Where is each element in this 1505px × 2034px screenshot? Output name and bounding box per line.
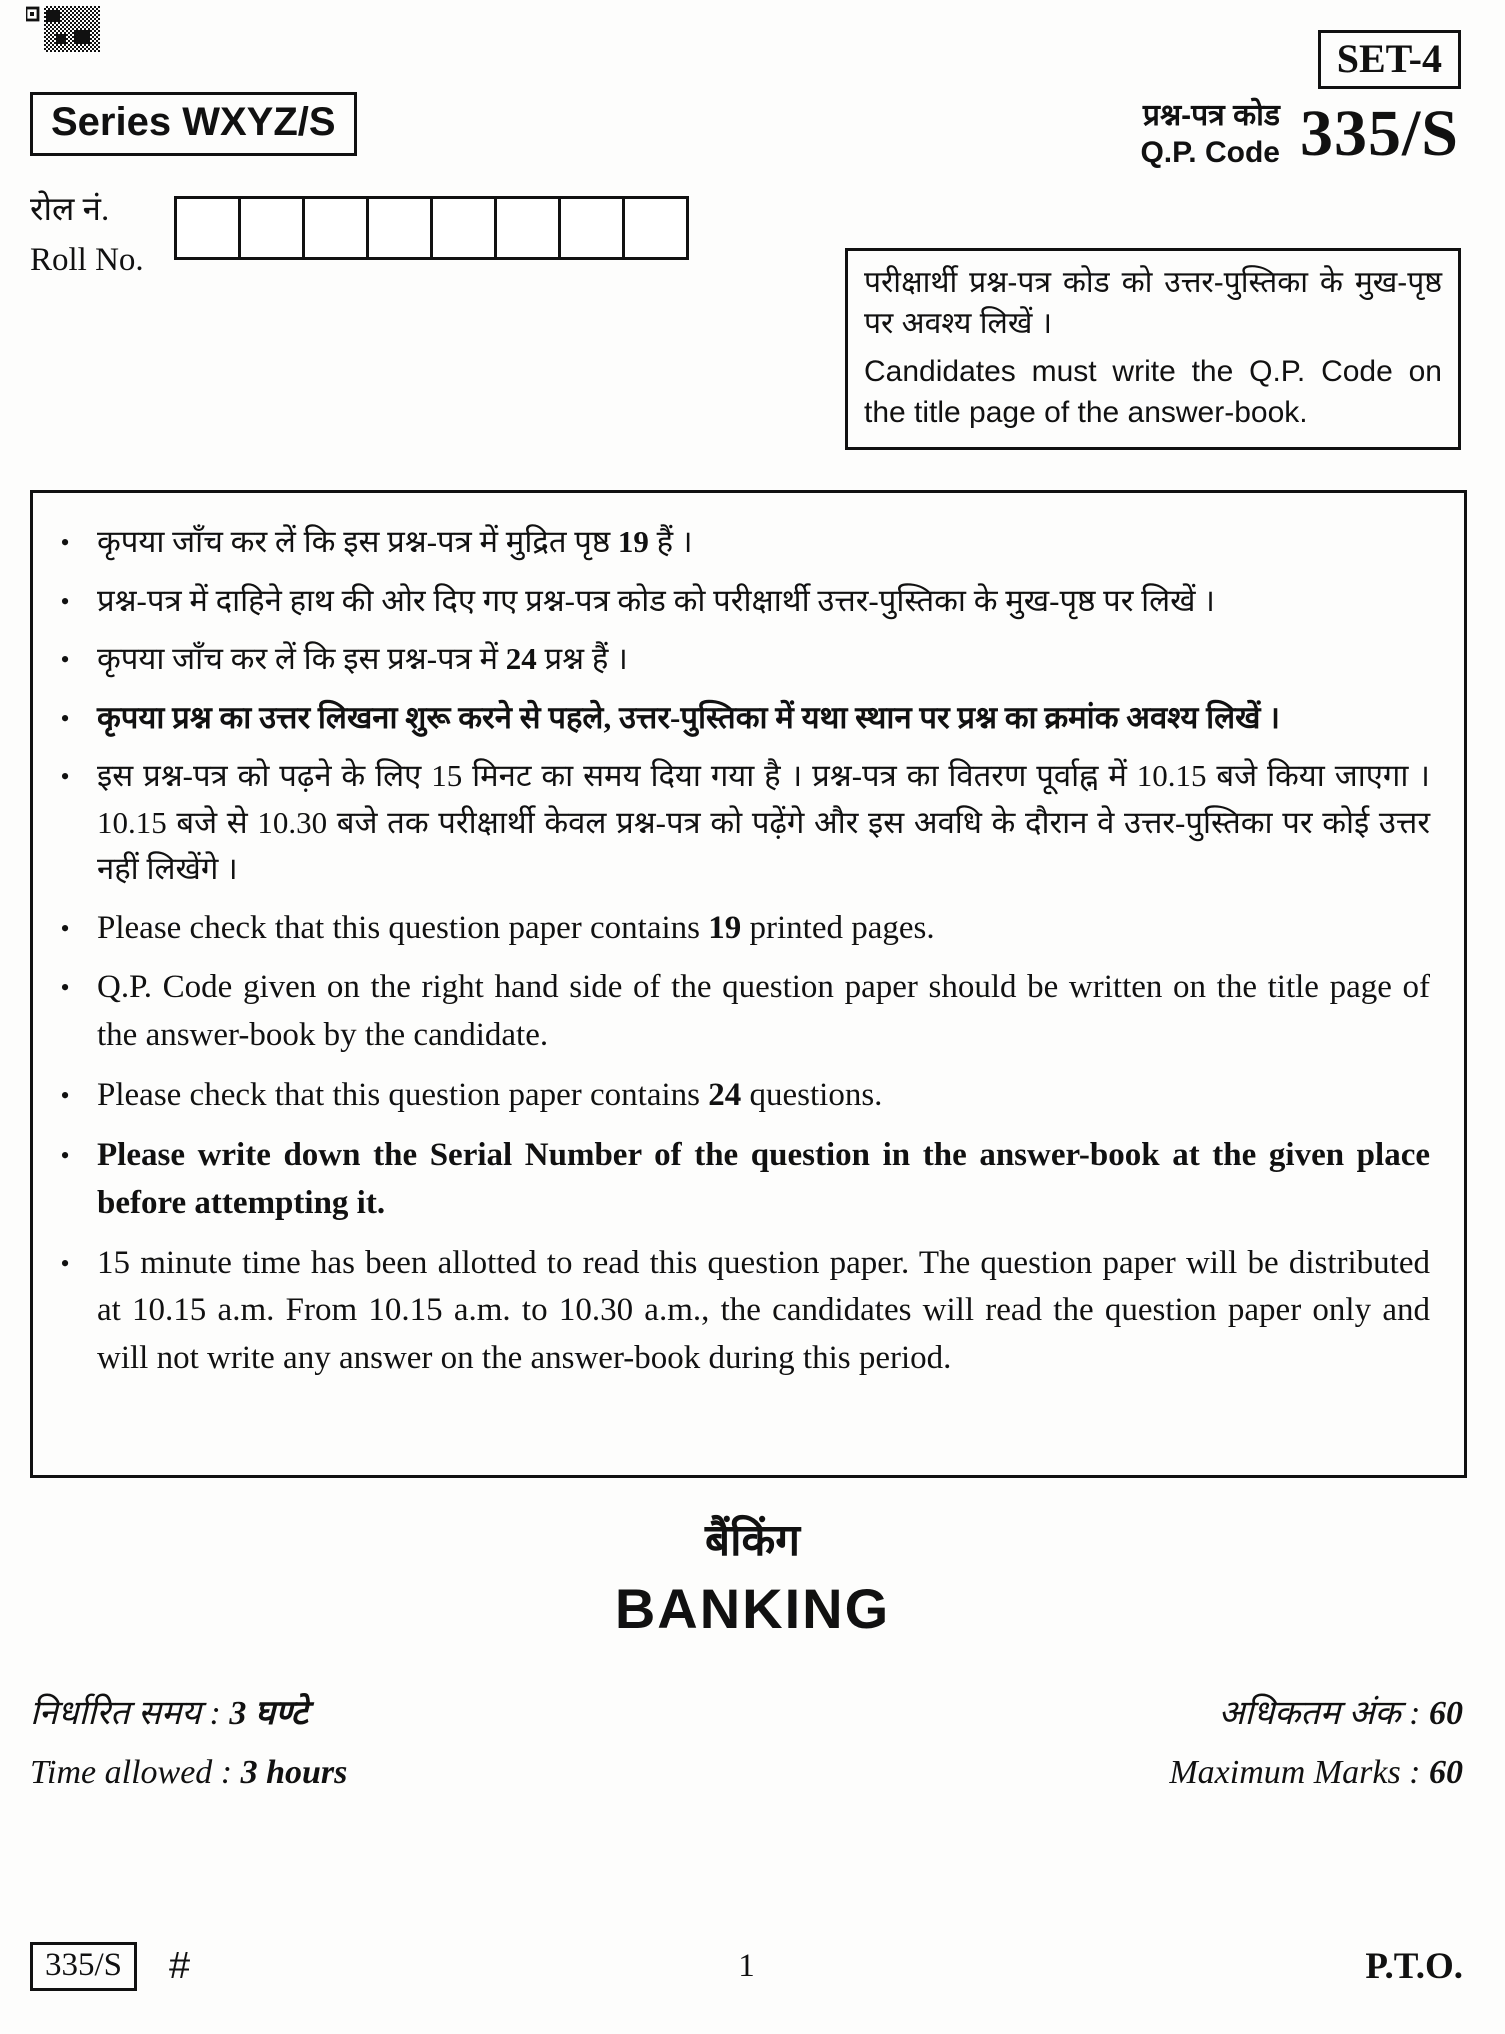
roll-number-cell [494, 196, 561, 260]
instruction-bullet [33, 636, 1430, 683]
qr-code-icon [26, 6, 100, 57]
instruction-bullet [33, 519, 1430, 566]
instruction-bullet-text: Q.P. Code given on the right hand side of the question paper should be written on the title page of the answer-book by the candidate. [97, 969, 1430, 1054]
instruction-bullet [33, 695, 1430, 742]
bullet-dot-icon: • [60, 762, 70, 791]
subject-title-hindi: बैंकिंग [704, 1516, 801, 1565]
bullet-dot-icon: • [60, 913, 70, 943]
instructions-list [33, 519, 1430, 1383]
qp-code-label-english: Q.P. Code [1140, 136, 1280, 169]
qp-code-value: 335/S [1299, 97, 1459, 170]
footer-hash-mark: # [169, 1945, 191, 1987]
roll-number-cell [302, 196, 369, 260]
page-number: 1 [738, 1948, 755, 1984]
instruction-bullet-text: Please check that this question paper contains 24 questions. [97, 1077, 883, 1114]
instruction-bullet-text: कृपया प्रश्न का उत्तर लिखना शुरू करने से पहले, उत्तर-पुस्तिका में यथा स्थान पर प्रश्न का क्रमांक अवश्य लिखें । [97, 699, 1280, 735]
instruction-bullet [33, 578, 1430, 625]
instruction-bullet-text: कृपया जाँच कर लें कि इस प्रश्न-पत्र में 24 प्रश्न हैं । [97, 641, 628, 676]
roll-number-cell [174, 196, 241, 260]
roll-number-cell [622, 196, 689, 260]
maximum-marks-hindi-value: 60 [1429, 1695, 1463, 1732]
bullet-dot-icon: • [60, 703, 70, 733]
instruction-bullet-text: इस प्रश्न-पत्र को पढ़ने के लिए 15 मिनट का समय दिया गया है । प्रश्न-पत्र का वितरण पूर्वाह्न में 10.15 बजे किया जाएगा । 10.15 बजे से 10.30 बजे तक परीक्षार्थी केवल प्रश्न-पत्र को पढ़ेंगे और इस अवधि के दौरान वे उत्तर-पुस्तिका पर कोई उत्तर नहीं लिखेंगे । [97, 758, 1430, 886]
instruction-bullet [33, 1240, 1430, 1384]
footer-pto-label: P.T.O. [1365, 1946, 1463, 1987]
time-allowed-hindi [30, 1688, 308, 1734]
bullet-dot-icon: • [60, 1140, 70, 1170]
instruction-bullet [33, 1072, 1430, 1120]
maximum-marks-english-value: 60 [1429, 1754, 1463, 1791]
roll-number-boxes [174, 196, 689, 260]
instruction-bullet-text: Please check that this question paper contains 19 printed pages. [97, 909, 935, 946]
roll-number-cell [430, 196, 497, 260]
time-allowed-english-value: 3 hours [240, 1754, 348, 1791]
instruction-bullet-text: 15 minute time has been allotted to read this question paper. The question paper will be distributed at 10.15 a.m. From 10.15 a.m. to 10.30 a.m., the candidates will read the question paper only and will not write any answer on the answer-book during this period. [97, 1244, 1430, 1377]
maximum-marks-hindi [1219, 1688, 1463, 1734]
roll-number-cell [238, 196, 305, 260]
instruction-bullet [33, 964, 1430, 1060]
bullet-dot-icon: • [60, 528, 70, 557]
time-allowed-hindi-label: निर्धारित समय : [30, 1695, 230, 1732]
footer-paper-code: 335/S [30, 1942, 137, 1991]
candidate-note-hindi: परीक्षार्थी प्रश्न-पत्र कोड को उत्तर-पुस्तिका के मुख-पृष्ठ पर अवश्य लिखें । [864, 266, 1442, 340]
maximum-marks-english-label: Maximum Marks : [1169, 1754, 1429, 1791]
instruction-bullet [33, 1132, 1430, 1228]
candidate-note-box [845, 248, 1461, 450]
instruction-bullet [33, 905, 1430, 953]
roll-number-label-english: Roll No. [30, 241, 144, 278]
set-badge [1318, 30, 1461, 89]
bullet-dot-icon: • [60, 1248, 70, 1278]
instruction-bullet-text: प्रश्न-पत्र में दाहिने हाथ की ओर दिए गए प्रश्न-पत्र कोड को परीक्षार्थी उत्तर-पुस्तिका के मुख-पृष्ठ पर लिखें । [97, 582, 1216, 618]
time-allowed-english-label: Time allowed : [30, 1754, 241, 1791]
qp-code-block [1140, 96, 1459, 172]
instruction-bullet-text: कृपया जाँच कर लें कि इस प्रश्न-पत्र में मुद्रित पृष्ठ 19 हैं । [97, 524, 693, 559]
series-badge-label: Series WXYZ/S [51, 100, 336, 144]
instruction-bullet [33, 753, 1430, 893]
time-allowed-english [30, 1754, 347, 1792]
page-footer [30, 1942, 1463, 1991]
bullet-dot-icon: • [60, 586, 70, 616]
set-badge-label: SET-4 [1336, 36, 1442, 81]
series-badge [30, 92, 357, 156]
roll-number-label-hindi: रोल नं. [30, 192, 110, 228]
maximum-marks-english [1169, 1754, 1463, 1792]
allotment-row-hindi [30, 1688, 1463, 1734]
qp-code-labels [1140, 97, 1279, 172]
roll-number-label [30, 186, 144, 285]
qp-code-label-hindi: प्रश्न-पत्र कोड [1142, 98, 1280, 132]
roll-number-cell [366, 196, 433, 260]
bullet-dot-icon: • [60, 645, 70, 674]
bullet-dot-icon: • [60, 973, 70, 1003]
instructions-box [30, 490, 1467, 1478]
instruction-bullet-text: Please write down the Serial Number of the question in the answer-book at the given place before attempting it. [97, 1136, 1430, 1221]
maximum-marks-hindi-label: अधिकतम अंक : [1218, 1695, 1429, 1732]
time-allowed-hindi-value: 3 घण्टे [229, 1695, 308, 1732]
allotment-row-english [30, 1754, 1463, 1792]
qr-code-icon [26, 6, 100, 52]
bullet-dot-icon: • [60, 1081, 70, 1111]
roll-number-cell [558, 196, 625, 260]
candidate-note-english: Candidates must write the Q.P. Code on the title page of the answer-book. [864, 355, 1442, 429]
subject-title-english: BANKING [614, 1577, 891, 1640]
